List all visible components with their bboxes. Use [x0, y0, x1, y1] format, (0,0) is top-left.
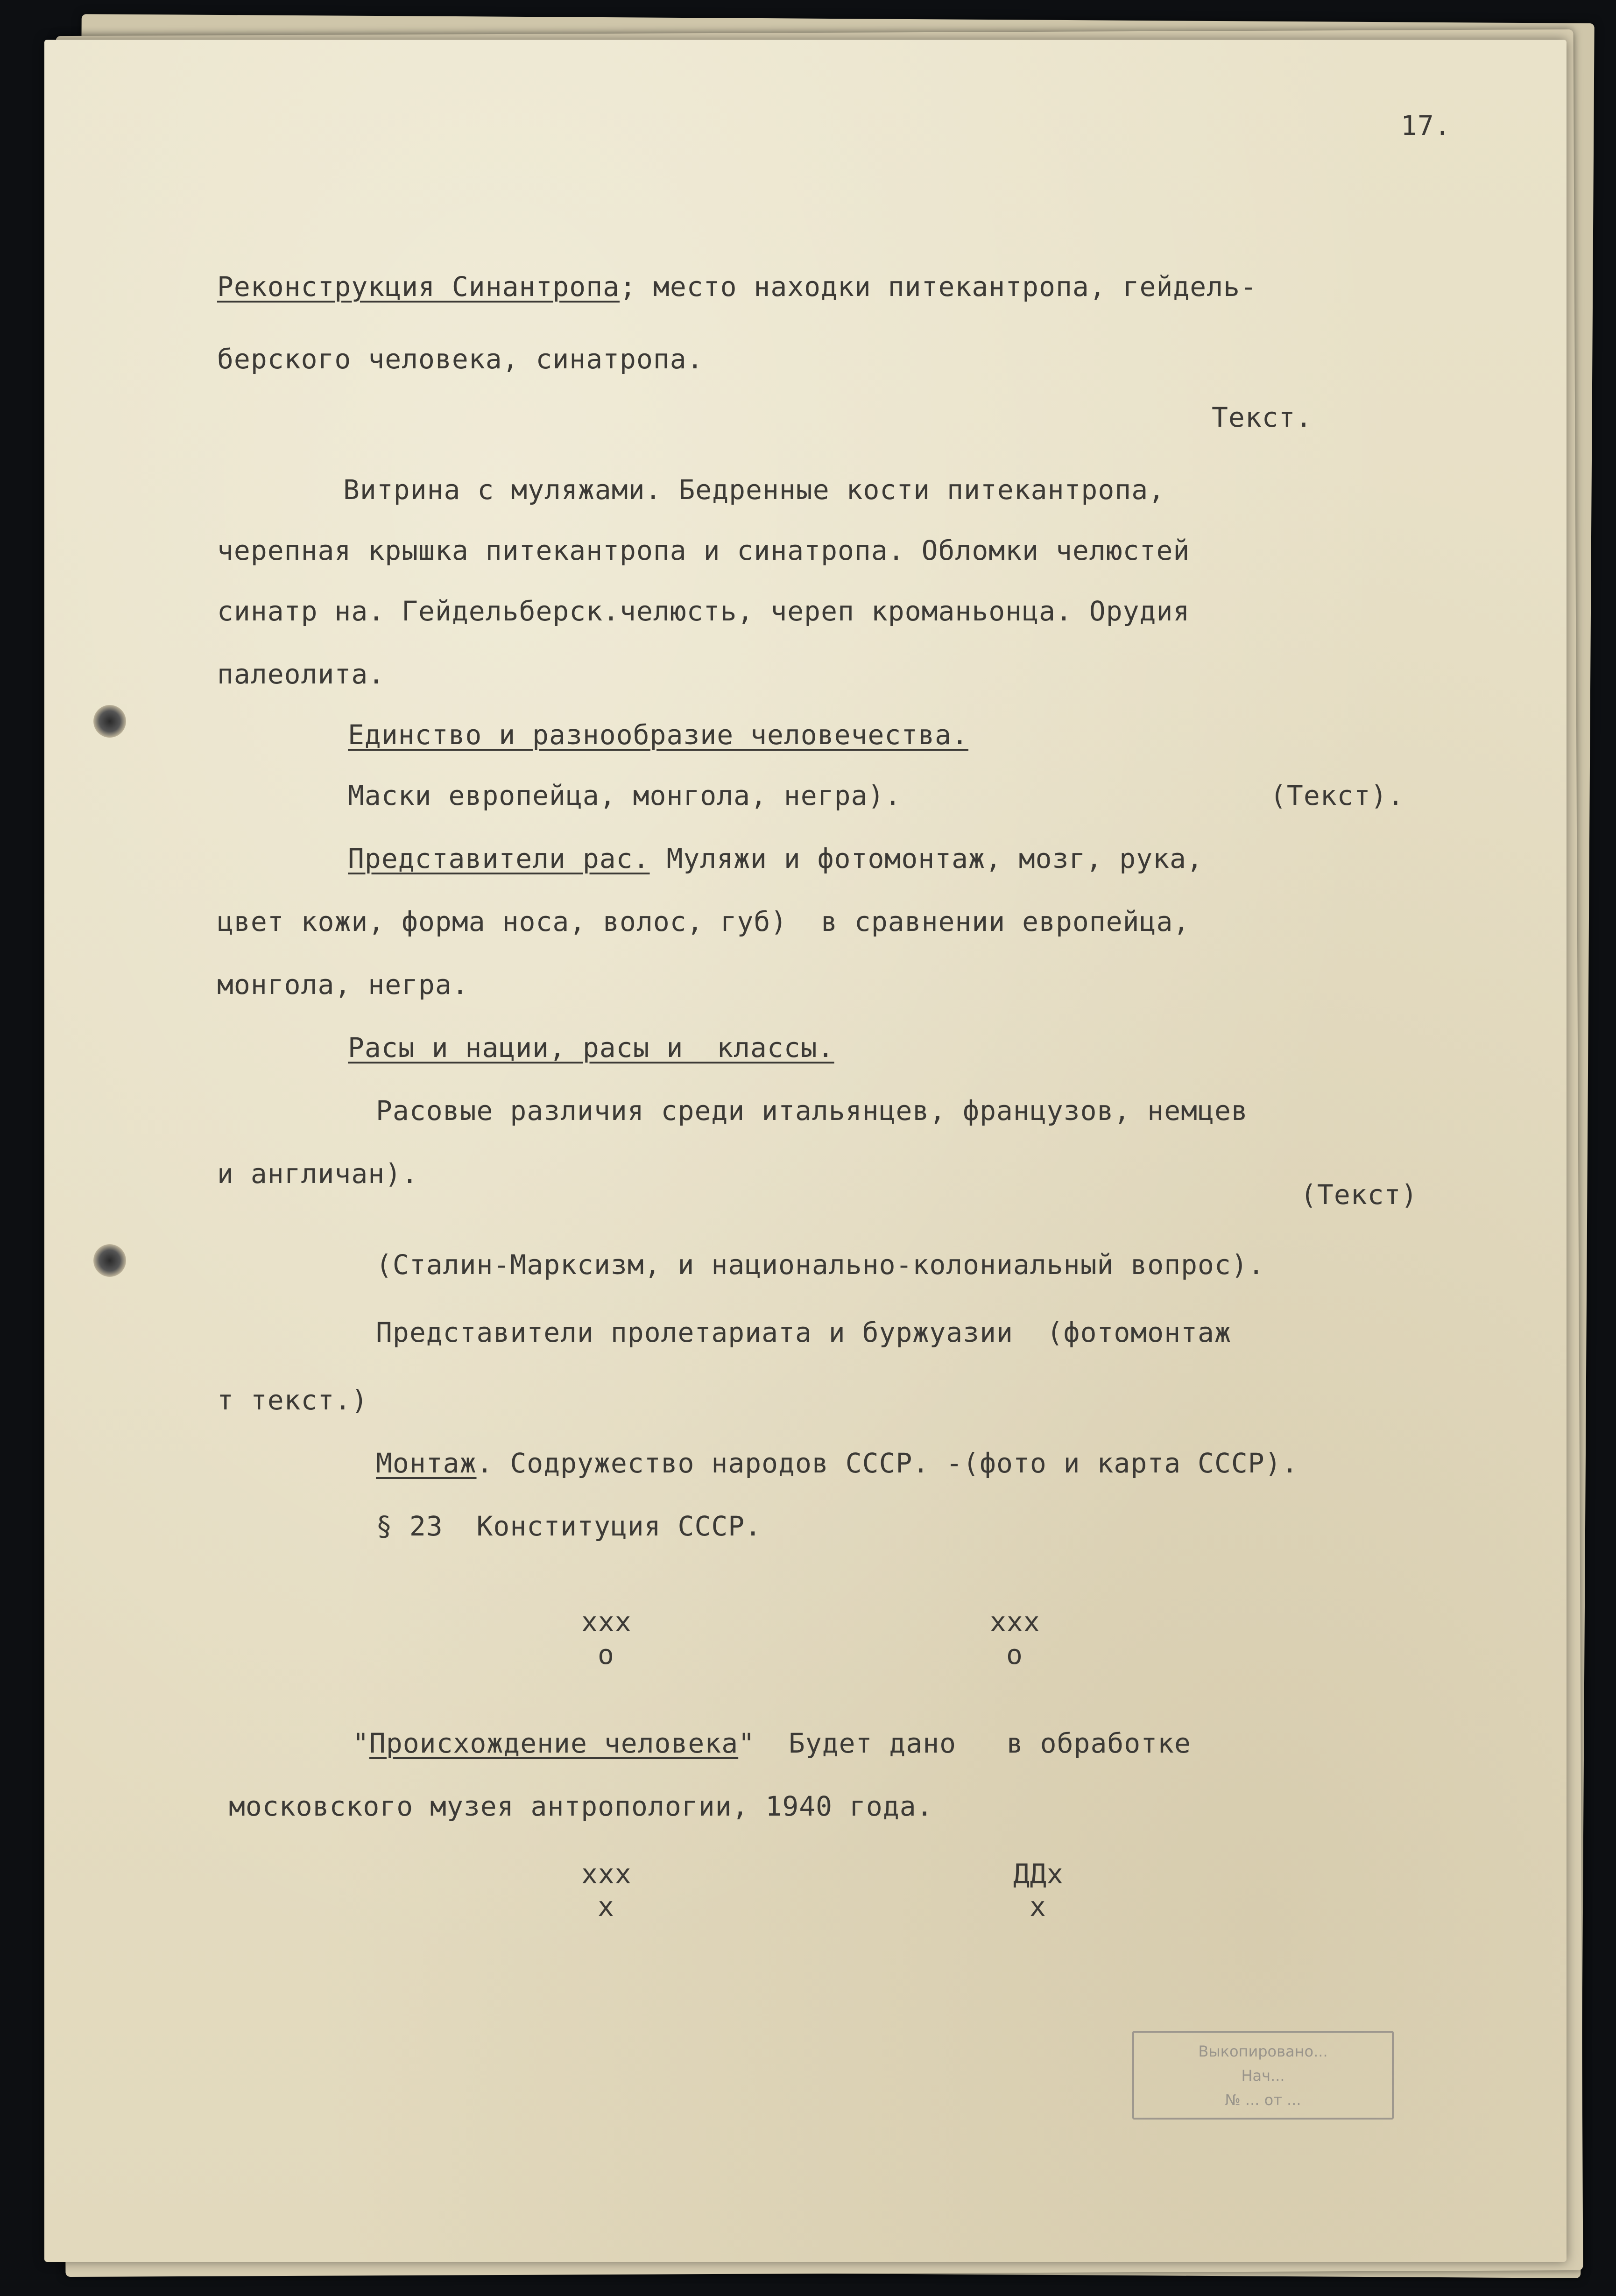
paragraph-text: Муляжи и фотомонтаж, мозг, рука, [649, 843, 1203, 874]
section-heading: Реконструкция Синантропа [217, 271, 620, 303]
paragraph-line: Витрина с муляжами. Бедренные кости питекантропа, [343, 474, 1165, 506]
separator-mark: ххх [990, 1606, 1040, 1638]
quote-mark: " [353, 1727, 369, 1759]
separator-mark: ххх [581, 1858, 632, 1890]
paragraph-line: Маски европейца, монгола, негра). [348, 780, 902, 811]
section-heading: Происхождение человека [369, 1727, 739, 1759]
paragraph-text: " Будет дано в обработке [738, 1727, 1191, 1759]
punch-hole [93, 1244, 126, 1277]
paragraph-line: т текст.) [217, 1384, 368, 1416]
section-heading: Расы и нации, расы и классы. [348, 1032, 834, 1063]
paragraph-line: черепная крышка питекантропа и синатропа. Обломки челюстей [217, 535, 1190, 566]
document-page [44, 40, 1567, 2262]
paragraph-line: палеолита. [217, 658, 385, 690]
separator-mark: о [598, 1639, 614, 1670]
section-heading: Представители рас. [348, 843, 650, 874]
archive-stamp [1132, 2031, 1394, 2120]
text-label: Текст. [1212, 401, 1313, 433]
separator-mark: ххх [581, 1606, 632, 1638]
paragraph-line: монгола, негра. [217, 969, 469, 1000]
punch-hole [93, 705, 126, 738]
paragraph-line: Расовые различия среди итальянцев, французов, немцев [376, 1095, 1248, 1127]
paragraph-line: и англичан). [217, 1158, 419, 1190]
stamp-line: № ... от ... [1225, 2091, 1301, 2109]
stamp-line: Выкопировано... [1198, 2042, 1328, 2060]
paragraph-line [348, 845, 1203, 872]
separator-mark: х [598, 1891, 614, 1923]
stamp-line: Нач... [1241, 2067, 1285, 2085]
section-heading: Единство и разнообразие человечества. [348, 719, 969, 751]
text-label: (Текст). [1270, 780, 1404, 811]
paragraph-text: . Содружество народов СССР. -(фото и карта СССР). [476, 1447, 1298, 1479]
separator-mark: о [1006, 1639, 1023, 1670]
paragraph-line [353, 1727, 1191, 1759]
paragraph-line: синатр на. Гейдельберск.челюсть, череп кроманьонца. Орудия [217, 595, 1190, 627]
separator-mark: ДДх [1013, 1858, 1064, 1890]
paragraph-line [217, 271, 1257, 303]
paragraph-line: цвет кожи, форма носа, волос, губ) в сравнении европейца, [217, 906, 1190, 937]
text-label: (Текст) [1300, 1179, 1418, 1211]
paragraph-line: московского музея антропологии, 1940 года. [229, 1790, 933, 1822]
page-number: 17. [1401, 110, 1451, 141]
paragraph-line: § 23 Конституция СССР. [376, 1510, 762, 1542]
section-heading: Монтаж [376, 1447, 477, 1479]
separator-mark: х [1030, 1891, 1046, 1923]
paragraph-text: ; место находки питекантропа, гейдель- [620, 271, 1257, 303]
paragraph-line: (Сталин-Марксизм, и национально-колониальный вопрос). [376, 1249, 1265, 1281]
paragraph-line [376, 1447, 1298, 1479]
paragraph-line: берского человека, синатропа. [217, 343, 704, 375]
paragraph-line: Представители пролетариата и буржуазии (фотомонтаж [376, 1317, 1231, 1348]
